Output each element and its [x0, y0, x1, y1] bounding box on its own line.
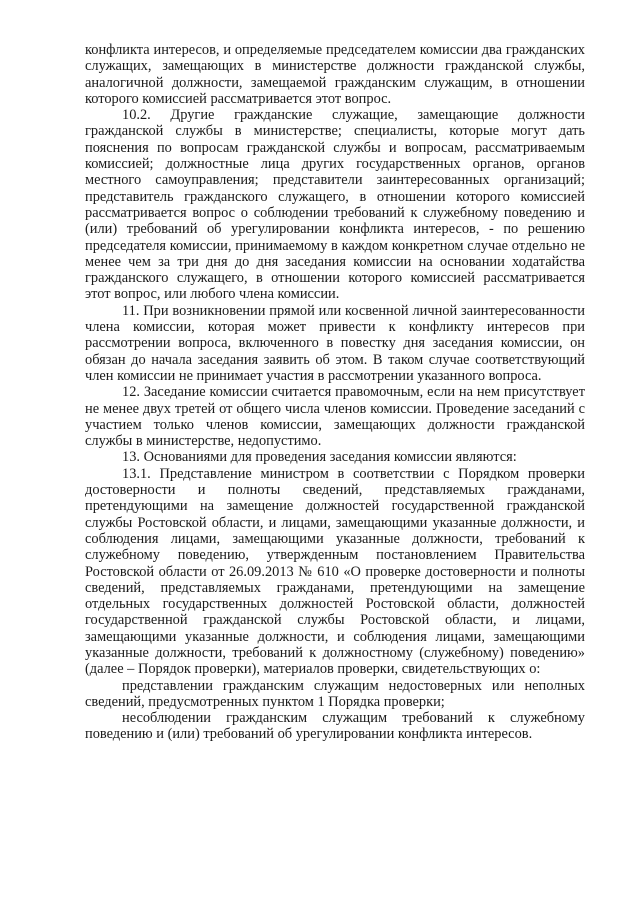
paragraph-13: 13. Основаниями для проведения заседания комиссии являются: [122, 449, 517, 466]
paragraph-13-1-item-b: несоблюдении гражданским служащим требований к служебному поведению и (или) требований об урегулировании конфликта интересов. [85, 710, 585, 743]
paragraph-10-2: 10.2. Другие гражданские служащие, замещающие должности гражданской службы в министерстве; специалисты, которые могут дать пояснения по вопросам гражданской службы и вопросам, рассматриваемым комиссией; должностные лица других государственных органов, органов местного самоуправления; представители заинтересованных организаций; представитель гражданского служащего, в отношении которого комиссией рассматривается вопрос о соблюдении требований к служебному поведению и (или) требований об урегулировании конфликта интересов, - по решению председателя комиссии, принимаемому в каждом конкретном случае отдельно не менее чем за три дня до дня заседания комиссии на основании ходатайства гражданского служащего, в отношении которого комиссией рассматривается этот вопрос, или любого члена комиссии. [85, 107, 585, 303]
paragraph-11: 11. При возникновении прямой или косвенной личной заинтересованности члена комиссии, которая может привести к конфликту интересов при рассмотрении вопроса, включенного в повестку дня заседания комиссии, он обязан до начала заседания заявить об этом. В таком случае соответствующий член комиссии не принимает участия в рассмотрении указанного вопроса. [85, 302, 585, 384]
paragraph-13-1-item-a: представлении гражданским служащим недостоверных или неполных сведений, предусмотренных пунктом 1 Порядка проверки; [85, 677, 585, 710]
paragraph-13-1: 13.1. Представление министром в соответствии с Порядком проверки достоверности и полноты сведений, представляемых гражданами, претендующими на замещение должностей государственной гражданской службы Ростовской области, и лицами, замещающими указанные должности, и соблюдения лицами, замещающими указанные должности, требований к служебному поведению, утвержденным постановлением Правительства Ростовской области от 26.09.2013 № 610 «О проверке достоверности и полноты сведений, представляемых гражданами, претендующими на замещение отдельных государственных должностей Ростовской области, должностей государственной гражданской службы Ростовской области, и лицами, замещающими указанные должности, и соблюдения лицами, замещающими указанные должности, требований к должностному (служебному) поведению» (далее – Порядок проверки), материалов проверки, свидетельствующих о: [85, 465, 585, 678]
paragraph-12: 12. Заседание комиссии считается правомочным, если на нем присутствует не менее двух третей от общего числа членов комиссии. Проведение заседаний с участием только членов комиссии, замещающих должности гражданской службы в министерстве, недопустимо. [85, 384, 585, 450]
document-body [85, 42, 585, 743]
paragraph-continuation: конфликта интересов, и определяемые председателем комиссии два гражданских служащих, замещающих в министерстве должности гражданской службы, аналогичной должности, замещаемой гражданским служащим, в отношении которого комиссией рассматривается этот вопрос. [85, 42, 585, 107]
